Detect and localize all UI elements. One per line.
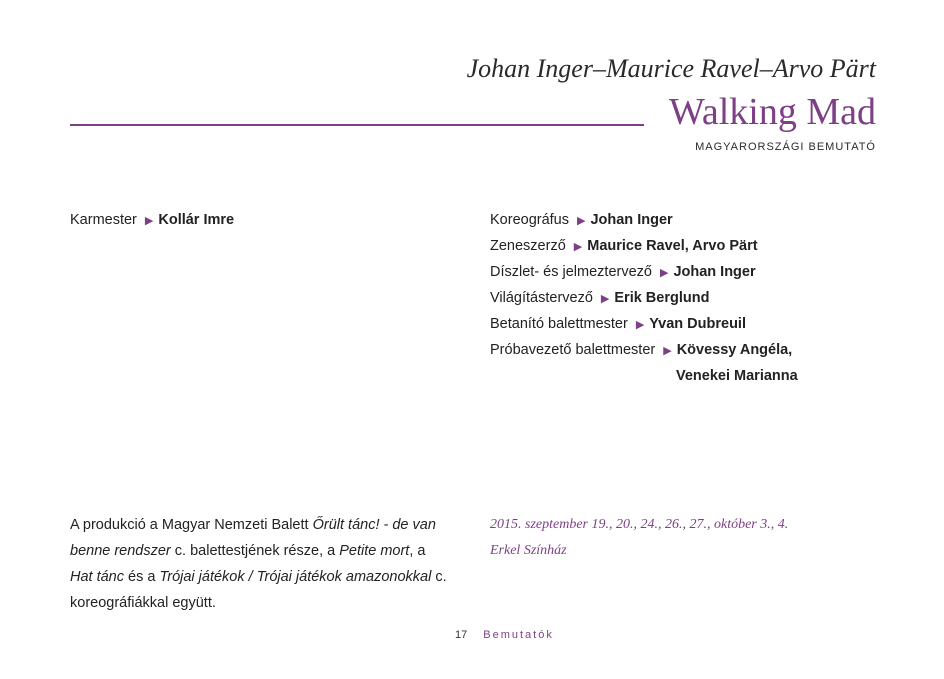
info-text: , a xyxy=(409,543,426,559)
info-work-title: Őrült tánc! - de van benne rendszer xyxy=(70,517,436,559)
page-footer xyxy=(455,629,554,641)
arrow-icon: ▶ xyxy=(600,293,610,305)
premiere-subtitle: MAGYARORSZÁGI BEMUTATÓ xyxy=(695,141,876,153)
arrow-icon: ▶ xyxy=(663,345,672,357)
production-info xyxy=(70,512,450,616)
info-text: c. balettestjének része, a xyxy=(170,543,340,559)
info-work-title: Petite mort xyxy=(339,543,410,559)
info-text: A produkció a Magyar Nemzeti Balett xyxy=(70,517,313,533)
credit-name: Erik Berglund xyxy=(614,290,710,306)
credit-name: Maurice Ravel, Arvo Pärt xyxy=(587,238,758,254)
credit-row xyxy=(490,286,798,312)
conductor-role: Karmester xyxy=(70,212,137,228)
credit-row xyxy=(490,208,798,234)
credit-row xyxy=(490,338,798,364)
credit-role: Betanító balettmester xyxy=(490,316,628,332)
credit-name: Johan Inger xyxy=(590,212,673,228)
venue-line: Erkel Színház xyxy=(490,543,567,558)
authors-line: Johan Inger–Maurice Ravel–Arvo Pärt xyxy=(466,54,876,83)
info-work-title: Hat tánc xyxy=(70,569,124,585)
conductor-name: Kollár Imre xyxy=(158,212,235,228)
info-text: és a xyxy=(124,569,160,585)
arrow-icon: ▶ xyxy=(577,215,586,227)
credit-row xyxy=(490,312,798,338)
title-rule xyxy=(70,124,644,126)
performance-dates xyxy=(490,512,788,564)
arrow-icon: ▶ xyxy=(573,241,583,253)
dates-line: 2015. szeptember 19., 20., 24., 26., 27., október 3., 4. xyxy=(490,517,789,532)
arrow-icon: ▶ xyxy=(144,215,154,227)
credit-row xyxy=(490,260,798,286)
credit-role: Világítástervező xyxy=(490,290,593,306)
credit-role: Zeneszerző xyxy=(490,238,566,254)
arrow-icon: ▶ xyxy=(635,319,645,331)
credit-role: Koreográfus xyxy=(490,212,569,228)
credit-role: Próbavezető balettmester xyxy=(490,342,656,358)
page-number: 17 xyxy=(455,629,468,641)
credit-name-continuation: Venekei Marianna xyxy=(676,368,798,384)
credits-list xyxy=(490,208,798,389)
credit-name: Johan Inger xyxy=(673,264,756,280)
credit-name: Yvan Dubreuil xyxy=(649,316,746,332)
conductor-credit xyxy=(70,208,234,234)
info-work-title: Trójai játékok / Trójai játékok amazonokkal xyxy=(159,569,432,585)
page-title: Walking Mad xyxy=(669,91,876,133)
section-label: Bemutatók xyxy=(483,629,554,641)
arrow-icon: ▶ xyxy=(659,267,669,279)
credit-row xyxy=(490,234,798,260)
credit-role: Díszlet- és jelmeztervező xyxy=(490,264,652,280)
info-text: c. koreográfiákkal együtt. xyxy=(70,569,447,611)
credit-name: Kövessy Angéla, xyxy=(676,342,793,358)
